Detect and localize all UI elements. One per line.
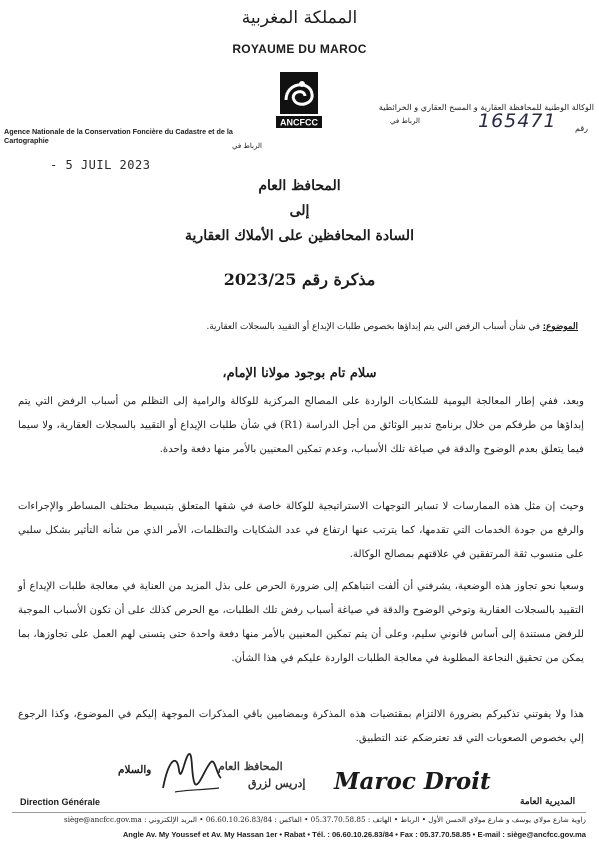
reference-label: رقم (575, 124, 589, 133)
kingdom-name-arabic: المملكة المغربية (241, 8, 358, 28)
body-paragraph-2: وحيث إن مثل هذه الممارسات لا تساير التوجهات الاستراتيجية للوكالة خاصة في شقها المتعلق بتبسيط مختلف المساطر والإجراءات والرفع من جودة الخدمات التي تقدمها، كما يترتب عنها ارتفاع في عدد الشكايات والتظلمات، الأمر الذي من شأنه التأثير بشكل سلبي على منسوب ثقة المرتفقين في علاقتهم بمصالح الوكالة. (18, 501, 584, 560)
kingdom-name-french: ROYAUME DU MAROC (232, 42, 367, 56)
body-paragraph-4: هذا ولا يفوتني تذكيركم بضرورة الالتزام بمقتضيات هذه المذكرة وبمضامين باقي المذكرات الموجهة إليكم في الموضوع، وكذا الرجوع إلي بخصوص الصعوبات التي قد تعترضكم عند التطبيق. (18, 709, 584, 744)
memo-subject (30, 322, 578, 332)
closing-salutation: والسلام (118, 764, 152, 776)
memo-addressee: السادة المحافظين على الأملاك العقارية (185, 228, 414, 244)
greeting: سلام تام بوجود مولانا الإمام، (222, 366, 377, 381)
agency-name-arabic: الوكالة الوطنية للمحافظة العقارية و المسح العقاري و الخرائطية (378, 102, 594, 112)
logo-text: ANCFCC (280, 117, 318, 128)
signatory-name: إدريس لزرق (248, 777, 306, 790)
footer-address-arabic: زاوية شارع مولاي يوسف و شارع مولاي الحسن الأول • الرباط • الهاتف : 05.37.70.58.85 • الفاكس : 06.60.10.26.83/84 • البريد الإلكتروني : siège@ancfcc.gov.ma (64, 815, 586, 824)
watermark-text: Maroc Droit (334, 768, 491, 795)
agency-name-french: Agence Nationale de la Conservation Foncière du Cadastre et de la Cartographie (4, 127, 233, 145)
rabat-label-right: الرباط في (390, 117, 420, 125)
subject-label: الموضوع: (542, 322, 578, 332)
date-stamp: - 5 JUIL 2023 (50, 158, 151, 172)
subject-text: في شأن أسباب الرفض التي يتم إبداؤها بخصوص طلبات الإيداع أو التقييد بالسجلات العقارية. (206, 322, 543, 332)
footer-direction-label-fr: Direction Générale (20, 797, 101, 807)
reference-number: 165471 (478, 110, 557, 132)
memo-sender: المحافظ العام (258, 178, 341, 194)
footer-address-french: Angle Av. My Youssef et Av. My Hassan 1er • Rabat • Tél. : 06.60.10.26.83/84 • Fax : 05.37.70.58.85 • E-mail : siège@ancfcc.gov.ma (122, 830, 586, 839)
footer-direction-label-ar: المديرية العامة (520, 797, 576, 807)
memo-title: مذكرة رقم 2023/25 (223, 270, 376, 289)
body-paragraph-3: وسعيا نحو تجاوز هذه الوضعية، يشرفني أن ألفت انتباهكم إلى ضرورة الحرص على بذل المزيد من العناية في معالجة طلبات الإيداع أو التقييد بالسجلات العقارية وتوخي الوضوح والدقة في صياغة أسباب رفض تلك الطلبات، مع الحرص كذلك على أن تكون الأسباب الموجبة للرفض مستندة إلى أساس قانوني سليم، وعلى أن يتم تمكين المعنيين بالأمر منها دفعة واحدة حتى يتسنى لهم العمل على تجاوزها، بما يمكن من تحقيق النجاعة المطلوبة في معالجة الطلبات الواردة عليكم في هذا الشأن. (18, 581, 584, 664)
signatory-title: المحافظ العام (218, 760, 283, 773)
ancfcc-logo (272, 70, 326, 132)
memo-to-label: إلى (289, 203, 310, 219)
body-paragraph-1: وبعد، ففي إطار المعالجة اليومية للشكايات الواردة على المصالح المركزية للوكالة والرامية إلى التظلم من أسباب الرفض التي يتم إبداؤها من طرفكم من خلال برنامج تدبير الوثائق من أجل الدراسة (R1) في شأن طلبات الإيداع أو التقييد بالسجلات العقارية، ولا سيما فيما يتعلق بعدم الوضوح والدقة في صياغة تلك الأسباب، وعدم تمكين المعنيين بالأمر منها دفعة واحدة. (18, 396, 584, 455)
rabat-label-left: الرباط في (232, 142, 262, 150)
footer-divider (12, 812, 586, 813)
